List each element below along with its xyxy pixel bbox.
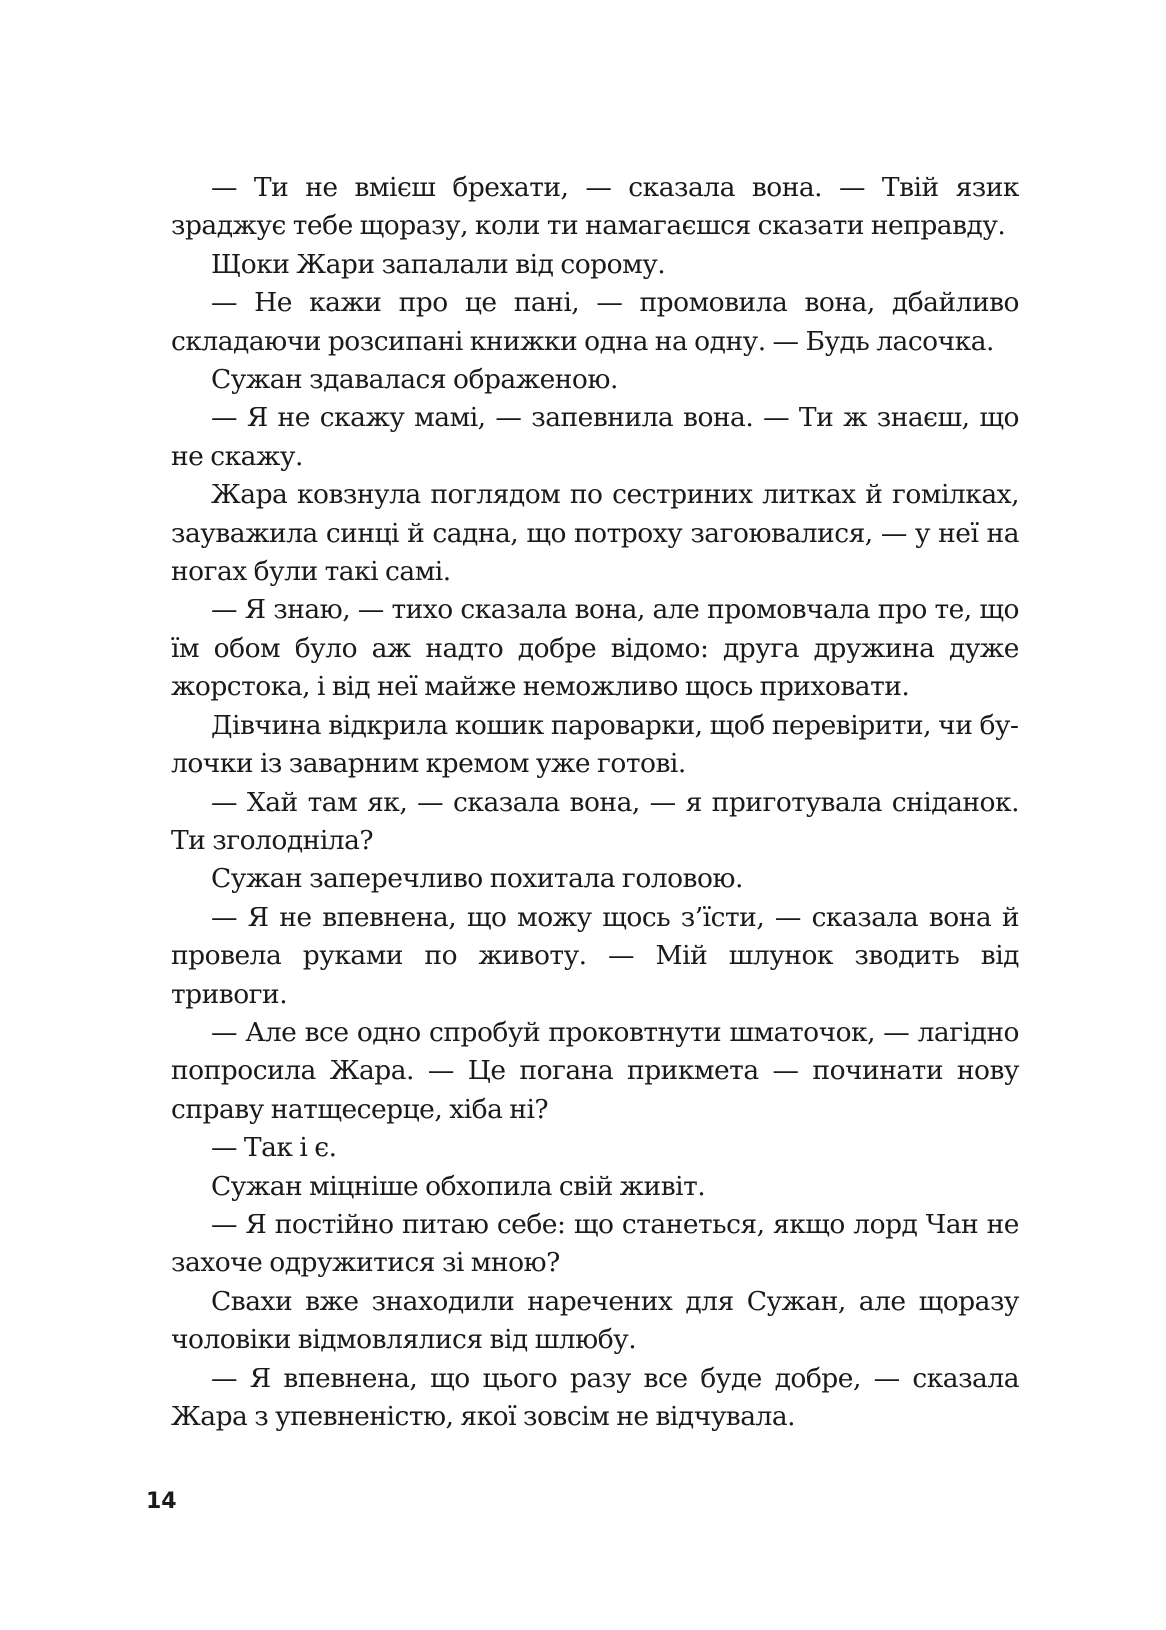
paragraph-8: Дівчина відкрила кошик пароварки, щоб перевірити, чи булочки із заварним кремом уже готові. (171, 709, 1019, 780)
paragraph-10: Сужан заперечливо похитала головою. (211, 863, 743, 895)
paragraph-17: — Я впевнена, що цього разу все буде добре, — сказала Жара з упевненістю, якої зовсім не відчувала. (171, 1362, 1019, 1432)
paragraph-9: — Хай там як, — сказала вона, — я приготувала сніданок. Ти зголодніла? (171, 786, 1019, 856)
page-number: 14 (146, 1489, 177, 1514)
paragraph-16: Свахи вже знаходили наречених для Сужан, але щоразу чоловіки відмовлялися від шлюбу. (171, 1285, 1019, 1356)
paragraph-12: — Але все одно спробуй проковтнути шматочок, — лагідно попросила Жара. — Це погана прикмета — починати нову справу натщесерце, хіба ні? (171, 1016, 1019, 1125)
paragraph-5: — Я не скажу мамі, — запевнила вона. — Ти ж знаєш, що не скажу. (171, 402, 1019, 472)
paragraph-2: Щоки Жари запалали від сорому. (211, 248, 666, 280)
body-text (171, 169, 1019, 1436)
paragraph-14: Сужан міцніше обхопила свій живіт. (211, 1170, 706, 1202)
paragraph-4: Сужан здавалася ображеною. (211, 364, 618, 396)
paragraph-1: — Ти не вмієш брехати, — сказала вона. — Твій язик зраджує тебе щоразу, коли ти намагаєшся сказати неправду. (171, 172, 1019, 242)
paragraph-15: — Я постійно питаю себе: що станеться, якщо лорд Чан не захоче одружитися зі мною? (171, 1208, 1019, 1279)
paragraph-7: — Я знаю, — тихо сказала вона, але промовчала про те, що їм обом було аж надто добре відомо: друга дружина дуже жорстока, і від неї майже неможливо щось приховати. (171, 594, 1019, 703)
paragraph-6: Жара ковзнула поглядом по сестриних литках й гомілках, зауважила синці й садна, що потроху загоювалися, — у неї на ногах були такі самі. (171, 479, 1019, 588)
paragraph-11: — Я не впевнена, що можу щось з’їсти, — сказала вона й провела руками по животу. — Мій шлунок зводить від тривоги. (171, 901, 1019, 1010)
paragraph-3: — Не кажи про це пані, — промовила вона, дбайливо складаючи розсипані книжки одна на одну. — Будь ласочка. (171, 287, 1019, 357)
paragraph-13: — Так і є. (211, 1132, 337, 1164)
